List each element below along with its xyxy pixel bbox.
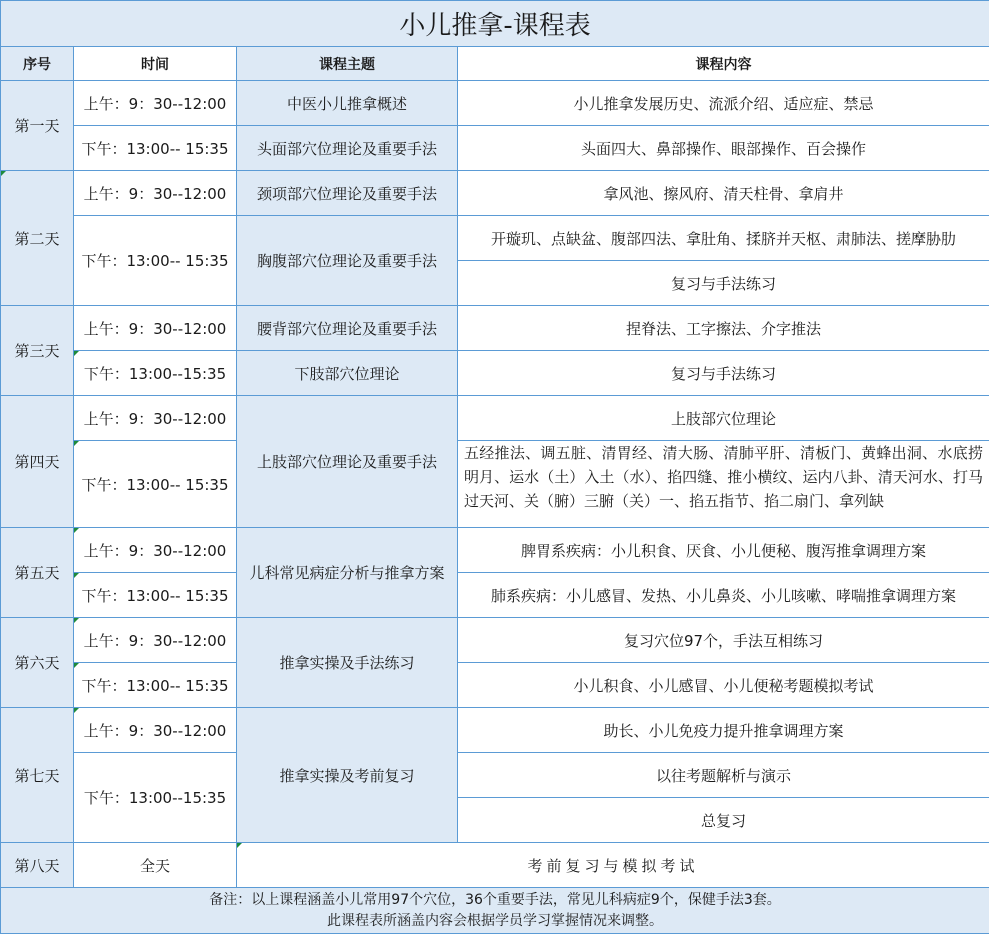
content-cell: 助长、小儿免疫力提升推拿调理方案 [458, 708, 989, 753]
time-cell: 上午：9：30--12:00 [74, 81, 237, 126]
content-cell: 复习与手法练习 [458, 261, 989, 306]
day-label: 第五天 [1, 528, 74, 618]
content-cell: 复习与手法练习 [458, 351, 989, 396]
content-text: 五经推法、调五脏、清胃经、清大肠、清肺平肝、清板门、黄蜂出洞、水底捞明月、运水（土）入土（水）、掐四缝、推小横纹、运内八卦、清天河水、打马过天河、关（腑）三腑（关）一、掐五指节、掐二扇门、拿列缺 [464, 444, 984, 510]
topic-cell: 胸腹部穴位理论及重要手法 [237, 216, 458, 306]
content-cell: 小儿推拿发展历史、流派介绍、适应症、禁忌 [458, 81, 989, 126]
content-cell: 开璇玑、点缺盆、腹部四法、拿肚角、揉脐并天枢、肃肺法、搓摩胁肋 [458, 216, 989, 261]
time-cell: 上午：9：30--12:00 [74, 528, 237, 573]
topic-cell: 推拿实操及考前复习 [237, 708, 458, 843]
footnote-line-1: 备注：以上课程涵盖小儿常用97个穴位，36个重要手法，常见儿科病症9个，保健手法3套。 [209, 891, 781, 908]
header-time: 时间 [74, 47, 237, 81]
content-cell: 小儿积食、小儿感冒、小儿便秘考题模拟考试 [458, 663, 989, 708]
day-label: 第一天 [1, 81, 74, 171]
topic-cell: 腰背部穴位理论及重要手法 [237, 306, 458, 351]
topic-cell: 儿科常见病症分析与推拿方案 [237, 528, 458, 618]
time-cell: 全天 [74, 843, 237, 888]
time-cell: 上午：9：30--12:00 [74, 708, 237, 753]
time-cell: 下午：13:00--15:35 [74, 753, 237, 843]
footnote-line-2: 此课程表所涵盖内容会根据学员学习掌握情况来调整。 [327, 912, 663, 929]
footnote [1, 888, 989, 934]
header-content: 课程内容 [458, 47, 989, 81]
time-cell: 上午：9：30--12:00 [74, 618, 237, 663]
content-cell: 肺系疾病：小儿感冒、发热、小儿鼻炎、小儿咳嗽、哮喘推拿调理方案 [458, 573, 989, 618]
day-label: 第二天 [1, 171, 74, 306]
time-cell: 下午：13:00--15:35 [74, 351, 237, 396]
topic-cell: 中医小儿推拿概述 [237, 81, 458, 126]
topic-cell: 下肢部穴位理论 [237, 351, 458, 396]
header-seq: 序号 [1, 47, 74, 81]
content-cell: 拿风池、擦风府、清天柱骨、拿肩井 [458, 171, 989, 216]
day-label: 第七天 [1, 708, 74, 843]
topic-cell: 颈项部穴位理论及重要手法 [237, 171, 458, 216]
content-cell: 总复习 [458, 798, 989, 843]
time-cell: 下午：13:00-- 15:35 [74, 573, 237, 618]
time-cell: 下午：13:00-- 15:35 [74, 663, 237, 708]
day-label: 第三天 [1, 306, 74, 396]
content-cell: 捏脊法、工字擦法、介字推法 [458, 306, 989, 351]
time-cell: 上午：9：30--12:00 [74, 396, 237, 441]
topic-cell: 推拿实操及手法练习 [237, 618, 458, 708]
day-label: 第六天 [1, 618, 74, 708]
time-cell: 上午：9：30--12:00 [74, 171, 237, 216]
topic-cell: 上肢部穴位理论及重要手法 [237, 396, 458, 528]
header-topic: 课程主题 [237, 47, 458, 81]
day-label: 第八天 [1, 843, 74, 888]
content-cell: 上肢部穴位理论 [458, 396, 989, 441]
topic-cell: 头面部穴位理论及重要手法 [237, 126, 458, 171]
table-title: 小儿推拿-课程表 [1, 1, 989, 47]
day-label: 第四天 [1, 396, 74, 528]
content-cell: 脾胃系疾病：小儿积食、厌食、小儿便秘、腹泻推拿调理方案 [458, 528, 989, 573]
content-cell: 以往考题解析与演示 [458, 753, 989, 798]
time-cell: 下午：13:00-- 15:35 [74, 441, 237, 528]
content-cell: 复习穴位97个，手法互相练习 [458, 618, 989, 663]
content-cell: 考前复习与模拟考试 [237, 843, 989, 888]
time-cell: 下午：13:00-- 15:35 [74, 216, 237, 306]
time-cell: 下午：13:00-- 15:35 [74, 126, 237, 171]
time-cell: 上午：9：30--12:00 [74, 306, 237, 351]
content-cell [458, 441, 989, 528]
content-cell: 头面四大、鼻部操作、眼部操作、百会操作 [458, 126, 989, 171]
